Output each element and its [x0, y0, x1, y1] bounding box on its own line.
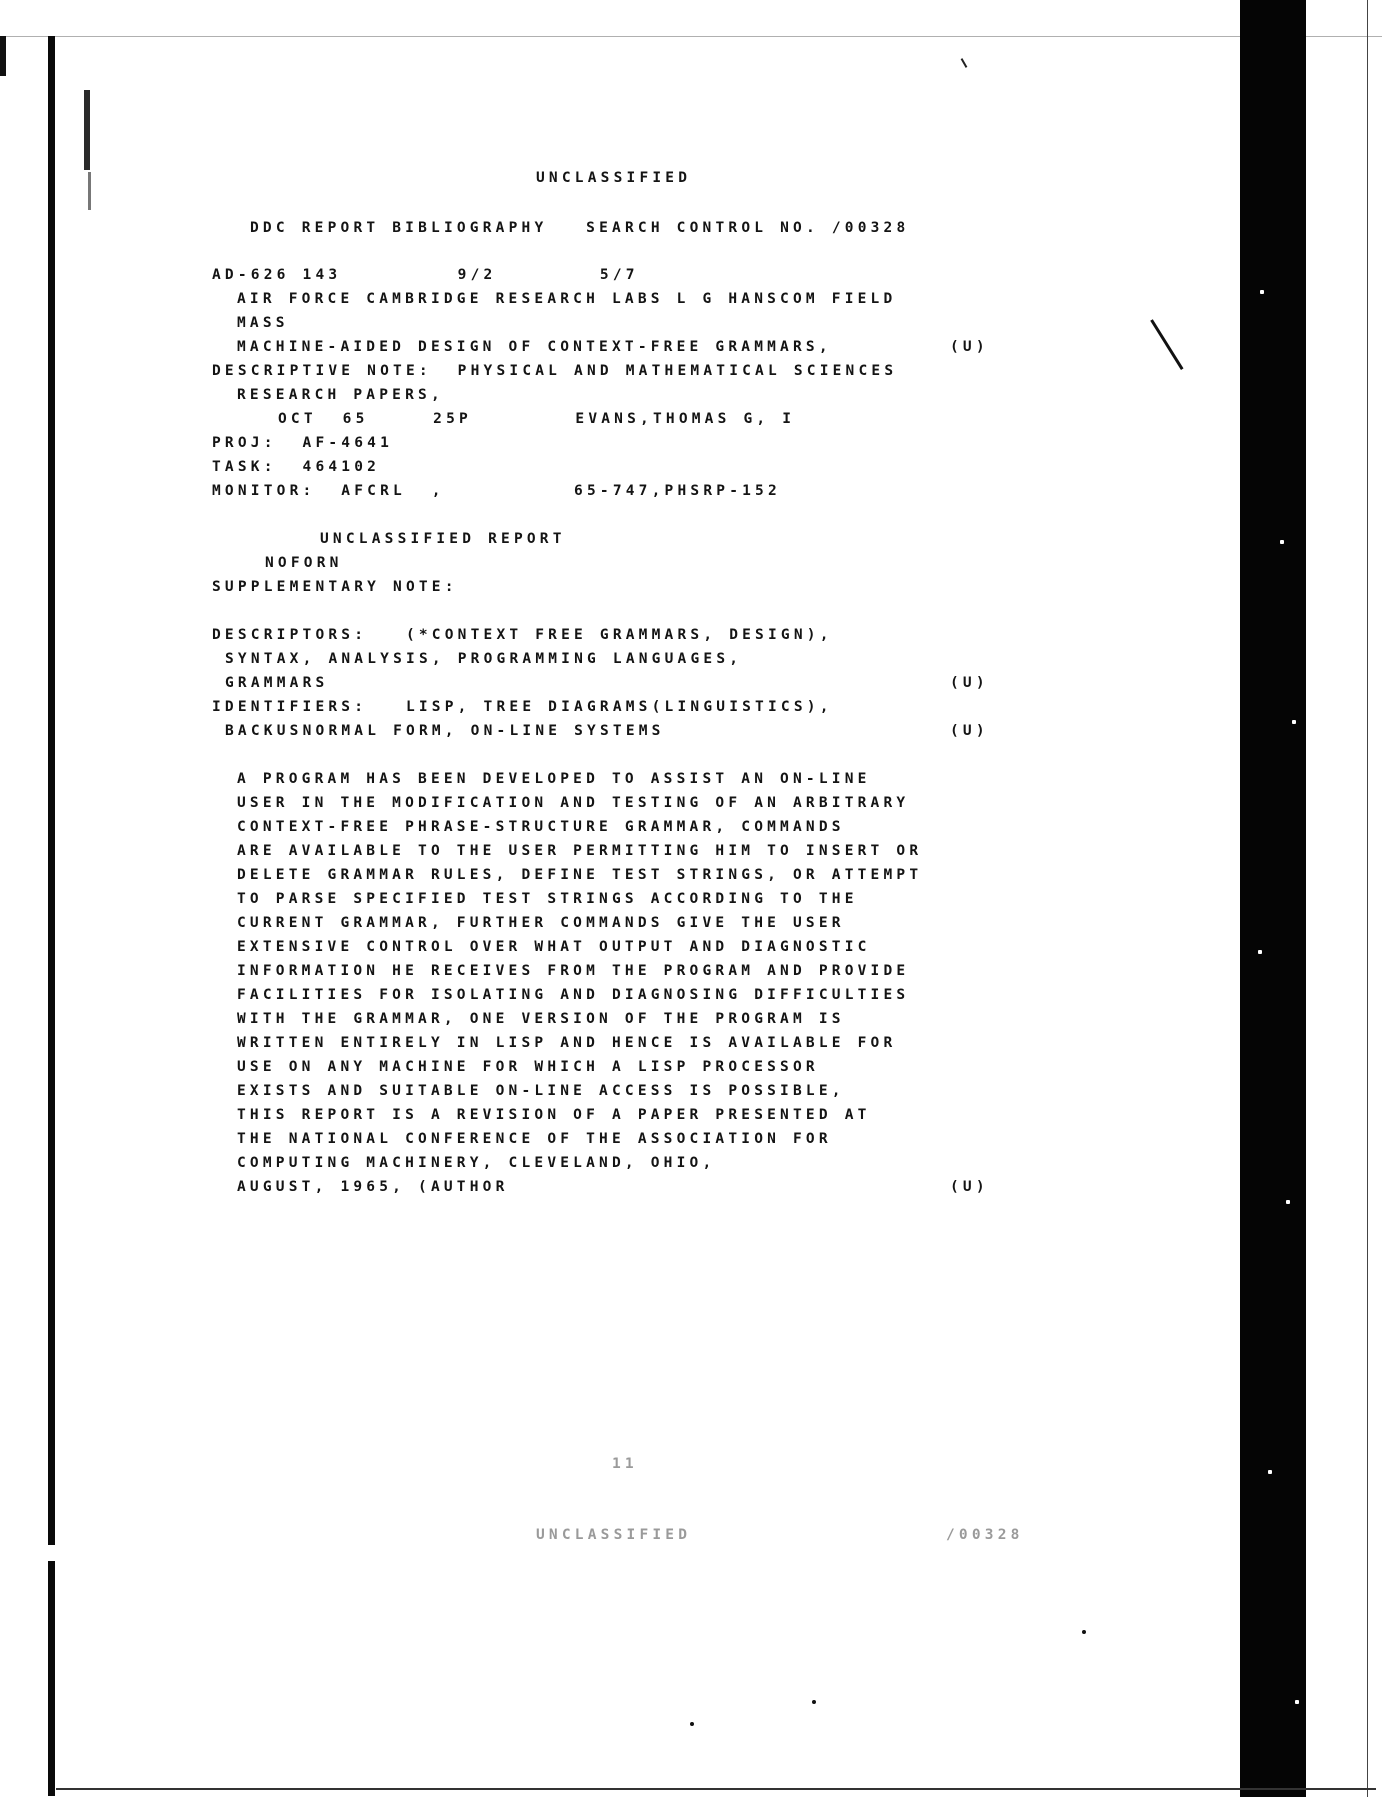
scan-smudge — [88, 172, 91, 210]
page-number: 11 — [612, 1456, 638, 1472]
abstract-line: USER IN THE MODIFICATION AND TESTING OF AN ARBITRARY — [237, 795, 910, 811]
abstract-line: USE ON ANY MACHINE FOR WHICH A LISP PROCESSOR — [237, 1059, 819, 1075]
monitor-line: MONITOR: AFCRL , 65-747,PHSRP-152 — [212, 483, 781, 499]
page-top-edge — [0, 36, 1382, 37]
classification-marker: (U) — [950, 723, 989, 739]
abstract-line: TO PARSE SPECIFIED TEST STRINGS ACCORDING TO THE — [237, 891, 858, 907]
classification-bottom: UNCLASSIFIED — [536, 1527, 692, 1543]
pen-mark — [961, 58, 968, 68]
abstract-line: AUGUST, 1965, (AUTHOR — [237, 1179, 509, 1195]
report-classification: UNCLASSIFIED REPORT — [320, 531, 566, 547]
descriptive-note: DESCRIPTIVE NOTE: PHYSICAL AND MATHEMATICAL SCIENCES — [212, 363, 898, 379]
edge-gap — [44, 1545, 60, 1561]
descriptors-line: DESCRIPTORS: (*CONTEXT FREE GRAMMARS, DESIGN), — [212, 627, 833, 643]
abstract-line: EXTENSIVE CONTROL OVER WHAT OUTPUT AND DIAGNOSTIC — [237, 939, 871, 955]
control-number: /00328 — [946, 1527, 1024, 1543]
abstract-line: THIS REPORT IS A REVISION OF A PAPER PRESENTED AT — [237, 1107, 871, 1123]
source-state: MASS — [237, 315, 289, 331]
identifiers-cont: BACKUSNORMAL FORM, ON-LINE SYSTEMS — [225, 723, 665, 739]
project-line: PROJ: AF-4641 — [212, 435, 394, 451]
descriptors-cont: SYNTAX, ANALYSIS, PROGRAMMING LANGUAGES, — [225, 651, 743, 667]
source-line: AIR FORCE CAMBRIDGE RESEARCH LABS L G HANSCOM FIELD — [237, 291, 897, 307]
date-author-line: OCT 65 25P EVANS,THOMAS G, I — [278, 411, 796, 427]
scan-edge-artifact — [0, 36, 6, 76]
abstract-line: CONTEXT-FREE PHRASE-STRUCTURE GRAMMAR, COMMANDS — [237, 819, 845, 835]
abstract-line: WRITTEN ENTIRELY IN LISP AND HENCE IS AVAILABLE FOR — [237, 1035, 897, 1051]
scan-dot — [1082, 1630, 1086, 1634]
abstract-line: COMPUTING MACHINERY, CLEVELAND, OHIO, — [237, 1155, 716, 1171]
supplementary-note: SUPPLEMENTARY NOTE: — [212, 579, 458, 595]
identifiers-line: IDENTIFIERS: LISP, TREE DIAGRAMS(LINGUISTICS), — [212, 699, 833, 715]
classification-marker: (U) — [950, 1179, 989, 1195]
pen-mark — [1150, 319, 1183, 370]
abstract-line: EXISTS AND SUITABLE ON-LINE ACCESS IS POSSIBLE, — [237, 1083, 845, 1099]
report-title: DDC REPORT BIBLIOGRAPHY SEARCH CONTROL NO. /00328 — [250, 220, 910, 236]
scan-speck — [1280, 540, 1284, 544]
scan-speck — [1260, 290, 1264, 294]
abstract-line: WITH THE GRAMMAR, ONE VERSION OF THE PROGRAM IS — [237, 1011, 845, 1027]
abstract-line: ARE AVAILABLE TO THE USER PERMITTING HIM TO INSERT OR — [237, 843, 923, 859]
page-right-border — [1240, 0, 1306, 1797]
scan-speck — [1286, 1200, 1290, 1204]
scan-speck — [1292, 720, 1296, 724]
abstract-line: A PROGRAM HAS BEEN DEVELOPED TO ASSIST AN ON-LINE — [237, 771, 871, 787]
scan-dot — [812, 1700, 816, 1704]
ad-number-line: AD-626 143 9/2 5/7 — [212, 267, 639, 283]
classification-marker: (U) — [950, 675, 989, 691]
scan-speck — [1295, 1700, 1299, 1704]
abstract-line: CURRENT GRAMMAR, FURTHER COMMANDS GIVE THE USER — [237, 915, 845, 931]
abstract-line: FACILITIES FOR ISOLATING AND DIAGNOSING DIFFICULTIES — [237, 987, 910, 1003]
page-left-edge — [48, 36, 55, 1796]
classification-top: UNCLASSIFIED — [536, 170, 692, 186]
report-title-line: MACHINE-AIDED DESIGN OF CONTEXT-FREE GRAMMARS, — [237, 339, 832, 355]
scan-dot — [690, 1722, 694, 1726]
abstract-line: INFORMATION HE RECEIVES FROM THE PROGRAM AND PROVIDE — [237, 963, 910, 979]
abstract-line: DELETE GRAMMAR RULES, DEFINE TEST STRINGS, OR ATTEMPT — [237, 867, 923, 883]
page-right-edge — [1367, 0, 1368, 1797]
descriptive-note-cont: RESEARCH PAPERS, — [237, 387, 444, 403]
page-bottom-edge — [56, 1788, 1376, 1790]
descriptors-cont: GRAMMARS — [225, 675, 329, 691]
classification-marker: (U) — [950, 339, 989, 355]
abstract-line: THE NATIONAL CONFERENCE OF THE ASSOCIATION FOR — [237, 1131, 832, 1147]
noforn-line: NOFORN — [265, 555, 343, 571]
scan-speck — [1268, 1470, 1272, 1474]
task-line: TASK: 464102 — [212, 459, 381, 475]
scan-smudge — [84, 90, 90, 170]
scan-speck — [1258, 950, 1262, 954]
